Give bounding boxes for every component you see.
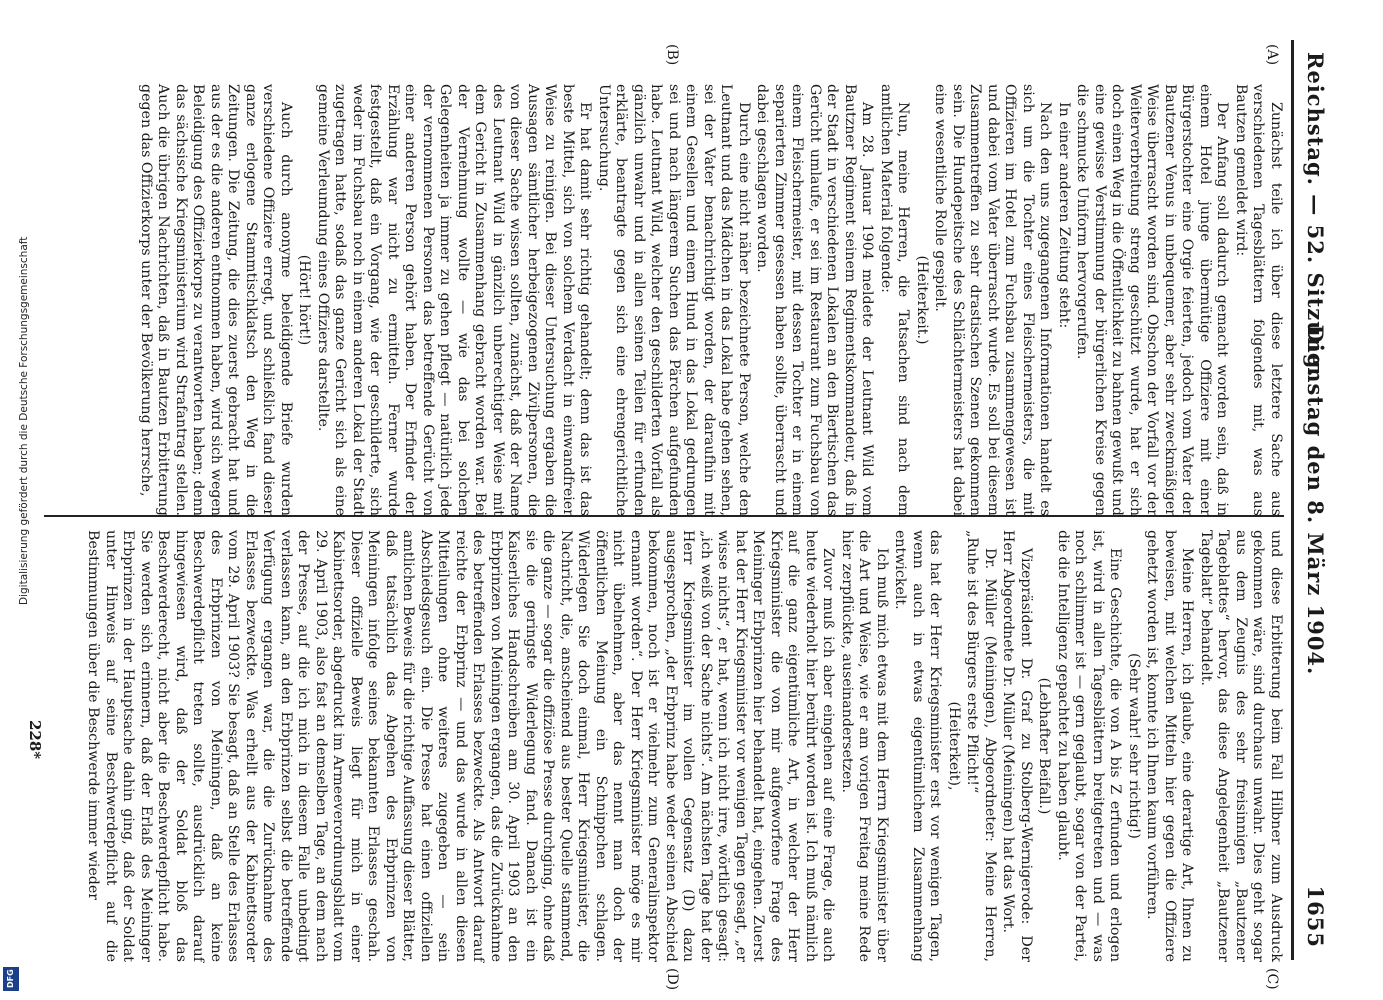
interjection: (Heiterkeit.) <box>914 255 930 345</box>
column-divider <box>44 515 1284 517</box>
paragraph: Meine Herren, ich glaube, eine derartige Art, Ihnen zu beweisen, mit welchen Mitteln hier gegen die Offiziere gehetzt worden ist, konnte ich Ihnen kaum vorführen. <box>1144 530 1196 962</box>
paragraph: Auch durch anonyme beleidigende Briefe wurden verschiedene Offiziere erregt, und schließlich fand dieser ganze erlogene Stammtischklatsch den Weg in die Zeitungen. Die Zeitung, die dies zuerst gebracht hat und aus der es die anderen entnommen haben, wird sich wegen Beleidigung des Offizierkorps zu verantworten haben; denn das sächsische Kriegsministerium wird Strafantrag stellen. Auch die übrigen Nachrichten, daß in Bautzen Erbitterung gegen das Offizierkorps unter der Bevölkerung herrsche, <box>138 84 294 516</box>
interjection: (Heiterkeit), <box>946 701 962 791</box>
speaker-paragraph: Vizepräsident Dr. Graf zu Stolberg-Wernigerode: Der Herr Abgeordnete Dr. Müller (Meiningen) hat das Wort. <box>1000 530 1034 962</box>
left-column <box>136 84 1285 516</box>
signature-mark: 228* <box>26 720 44 760</box>
right-column <box>83 530 1284 962</box>
paragraph: Er hat damit sehr richtig gehandelt; denn das ist das beste Mittel, sich von solchem Verdacht in einwandfreier Weise zu reinigen. Bei dieser Untersuchung ergaben die Aussagen sämtlicher herbeigezogenen Zivilpersonen, die von dieser Sache wissen sollten, zunächst, daß der Name des Leutnant Wild in gänzlich unberechtigter Weise mit dem Gericht in Zusammenhang gebracht worden war. Bei der Vernehmung wollte — wie das bei solchen Gelegenheiten ja immer zu gehen pflegt — natürlich jede der vernommenen Personen das betreffende Gerücht von einer anderen Person gehört haben. Der Erfinder der Erzählung war nicht zu ermitteln. Ferner wurde festgestellt, daß ein Vorgang, wie der geschilderte, sich weder im Fuchsbau noch in einem anderen Lokal der Stadt zugetragen hatte, sodaß das ganze Gericht sich als eine gemeine Verleumdung eines Offiziers darstellte. <box>315 84 594 516</box>
paragraph: das hat der Herr Kriegsminister erst vor wenigen Tagen, wenn auch in etwas eigentümlichem Zusammenhang entwickelt. <box>892 530 944 962</box>
paragraph: Nach den uns zugegangenen Informationen handelt es sich um die Tochter eines Fleischermeisters, die mit Offizieren im Hotel zum Fuchsbau zusammengewesen ist und dabei vom Vater überrascht wurde. Es soll bei diesem Zusammentreffen zu sehr drastischen Szenen gekommen sein. Die Hundepeitsche des Schlächtermeisters hat dabei eine wesentliche Rolle gespielt. <box>932 84 1054 516</box>
interjection: (Lebhafter Beifall.) <box>1036 677 1053 815</box>
speaker-paragraph: Dr. Müller (Meiningen), Abgeordneter: Meine Herren, „Ruhe ist des Bürgers erste Pflicht!“ <box>964 530 998 962</box>
paragraph: Eine Geschichte, die von A bis Z erfunden und erlogen ist, wird in allen Tagesblättern breitgetreten und — was noch schlimmer ist — gern geglaubt, sogar von der Partei, die die Intelligenz gepachtet zu haben glaubt. <box>1055 530 1124 962</box>
paragraph: Der Anfang soll dadurch gemacht worden sein, daß in einem Hotel junge übermütige Offiziere mit einer Bürgerstochter eine Orgie feierten, jedoch vom Vater der Bautzener Venus in unbequemer, aber sehr zweckmäßiger Weise überrascht worden sind. Obschon der Vorfall vor der Weiterverbreitung streng geschützt wurde, hat er sich doch einen Weg in die Öffentlichkeit zu bahnen gewußt und eine gewisse Verstimmung der bürgerlichen Kreise gegen die schmucke Uniform hervorgerufen. <box>1074 84 1231 516</box>
paragraph: Zuvor muß ich aber eingehen auf eine Frage, die auch heute wiederholt hier berührt worden ist. Ich muß nämlich auf die ganz eigentümliche Art, in welcher der Herr Kriegsminister die von mir aufgeworfene Frage des Meininger Erbprinzen hier behandelt hat, eingehen. Zuerst hat der Herr Kriegsminister vor wenigen Tagen gesagt, „er wisse nichts“, er hat, wenn ich nicht irre, wörtlich gesagt: „ich weiß von der Sache nichts“. Am nächsten Tage hat der Herr Kriegsminister im vollen Gegensatz (D) dazu ausgesprochen, „der Erbprinz habe weder seinen Abschied bekommen, noch ist er vielmehr zum Generalinspektor ernannt worden“. Der Herr Kriegsminister möge es mir nicht übelnehmen, aber das nennt man doch der öffentlichen Meinung ein Schnippchen schlagen. Widerlegen Sie doch einmal, Herr Kriegsminister, die Nachricht, die, anscheinend aus bester Quelle stammend, die ganze — sogar die offiziöse Presse durchging, ohne daß sie die geringste Widerlegung fand. Danach ist ein Kaiserliches Handschreiben am 30. April 1903 an den Erbprinzen von Meiningen ergangen, das die Zurücknahme des betreffenden Erlasses bezweckte. Als Antwort darauf reichte der Erbprinz — und das wurde in allen diesen Mitteilungen ohne weiteres zugegeben — sein Abschiedsgesuch ein. Die Presse hat einen offiziellen amtlichen Beweis für die richtige Auffassung dieser Blätter, daß tatsächlich das Abgehen des Erbprinzen von Meiningen infolge seines bekannten Erlasses geschah. Dieser offizielle Beweis liegt für mich in einer Kabinettsorder, abgedruckt im Armeeverordnungsblatt vom 29. April 1903, also fast an demselben Tage, an dem nach der Presse, auf die ich mich in diesem Falle unbedingt verlassen kann, an den Erbprinzen selbst die betreffende Verfügung ergangen war, die die Zurücknahme des Erlasses bezweckte. Was erhellt aus der Kabinettsorder vom 29. April 1903? Sie besagt, daß an Stelle des Erlasses des Erbprinzen von Meiningen, daß an keine Beschwerdepflicht treten sollte, ausdrücklich darauf hingewiesen wird, daß der Soldat bloß das Beschwerderecht, nicht aber die Beschwerdepflicht habe. Sie werden sich erinnern, daß der Erlaß des Meininger Erbprinzen in der Hauptsache dahin ging, daß der Soldat unter Hinweis auf seine Beschwerdepflicht auf die Bestimmungen über die Beschwerde immer wieder <box>85 530 837 962</box>
newspaper-page <box>20 0 1340 1000</box>
paragraph: Ich muß mich etwas mit dem Herrn Kriegsminister über die Art und Weise, wie er am vorigen Freitag meine Rede hier zerpflückte, auseinandersetzen. <box>839 530 890 962</box>
paragraph: Zunächst teile ich über diese letztere Sache aus verschiedenen Tagesblättern folgendes mit, was aus Bautzen gemeldet wird: <box>1233 84 1284 516</box>
paragraph: Am 28. Januar 1904 meldete der Leutnant Wild vom Bautzner Regiment seinem Regimentskommandeur, daß in der Stadt in verschiedenen Lokalen an den Biertischen das Gerücht umlaufe, er sei im Restaurant zum Fuchsbau von einem Fleischermeister, mit dessen Tochter er in einem separierten Zimmer gesessen haben sollte, überrascht und dabei geschlagen worden. <box>754 84 876 516</box>
page-number: 1655 <box>1303 885 1328 948</box>
credit-text: Digitalisierung gefördert durch die Deutsche Forschungsgemeinschaft <box>18 236 30 605</box>
margin-marker-a: (A) <box>1264 44 1280 66</box>
header-left-title: Reichstag. — 52. Sitzung. <box>1303 52 1328 378</box>
margin-marker-c: (C) <box>1264 968 1280 990</box>
page-header <box>1296 40 1332 960</box>
paragraph: Nun, meine Herren, die Tatsachen sind nach dem amtlichen Material folgende: <box>878 84 912 516</box>
credit-strip <box>0 0 30 1000</box>
dfg-logo: DFG <box>3 967 19 991</box>
paragraph: und diese Erbitterung beim Fall Hilbner zum Ausdruck gekommen wäre, sind durchaus unwahr. Dies geht sogar aus dem Zeugnis des sehr freisinnigen „Bautzener Tageblattes“ hervor, das diese Angelegenheit „Bautzener Tageblatt“ behandelt. <box>1198 530 1284 962</box>
paragraph: Durch eine nicht näher bezeichnete Person, welche den Leutnant und das Mädchen in das Lokal habe gehen sehen, sei der Vater benachrichtigt worden, der daraufhin mit einem Gesellen und einem Hund in das Lokal gedrungen sei und nach längerem Suchen das Pärchen aufgefunden habe. Leutnant Wild, welcher den geschilderten Vorfall als gänzlich unwahr und in allen seinen Teilen für erfunden erklärte, beantragte gegen sich eine ehrengerichtliche Untersuchung. <box>596 84 752 516</box>
header-date: Dienstag den 8. März 1904. <box>1303 324 1328 676</box>
interjection: (Sehr wahr! sehr richtig!) <box>1126 653 1142 839</box>
interjection: (Hört! hört!) <box>296 254 313 346</box>
paragraph: In einer anderen Zeitung steht: <box>1056 102 1072 329</box>
margin-marker-d: (D) <box>664 968 680 991</box>
header-rule <box>1291 40 1294 960</box>
margin-marker-b: (B) <box>664 44 680 66</box>
